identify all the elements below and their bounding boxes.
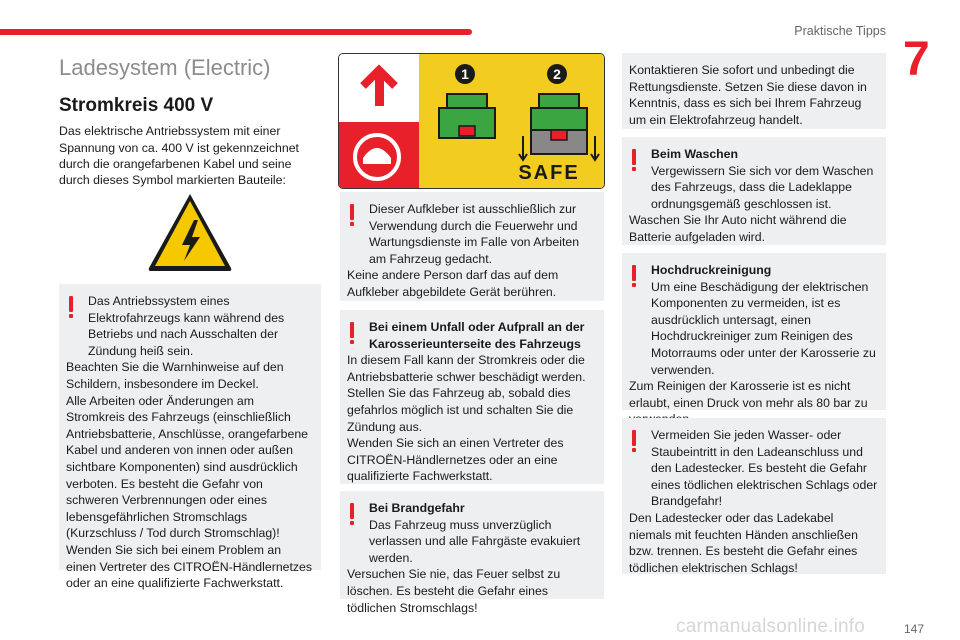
contact-text: Kontaktieren Sie sofort und unbedingt die Rettungsdienste. Setzen Sie diese davon in Kenntnis, dass es sich bei Ihrem Fahrzeug um ein Elektrofahrzeug handelt. <box>629 63 867 127</box>
section-title: Praktische Tipps <box>794 24 886 38</box>
washing-warning <box>622 137 886 245</box>
warning-title: Hochdruckreinigung <box>651 263 772 277</box>
warning-title: Bei einem Unfall oder Aufprall an der Karosserieunterseite des Fahrzeugs <box>369 320 585 351</box>
high-voltage-warning-icon <box>145 190 235 274</box>
fire-warning <box>340 491 604 615</box>
warning-line: Beachten Sie die Warnhinweise auf den Schildern, insbesondere im Deckel. <box>66 360 284 391</box>
accident-warning <box>340 310 604 484</box>
warning-first-line: Vermeiden Sie jeden Wasser- oder Staubeintritt in den Ladeanschluss und den Ladestecker. Es besteht die Gefahr eines tödlichen elektrischen Schlags oder Brandgefahr! <box>651 428 878 509</box>
warning-icon <box>631 149 637 171</box>
warning-icon <box>68 296 74 318</box>
warning-icon <box>349 204 355 226</box>
warning-first-line: Dieser Aufkleber ist ausschließlich zur Verwendung durch die Feuerwehr und Wartungsdienste im Falle von Arbeiten am Fahrzeug gedacht. <box>369 202 580 266</box>
warning-line: Vergewissern Sie sich vor dem Waschen des Fahrzeugs, dass die Ladeklappe ordnungsgemäß geschlossen ist. <box>651 163 874 211</box>
header-accent-bar <box>0 29 472 35</box>
badge-2-label: 2 <box>553 66 561 82</box>
water-dust-warning <box>622 418 886 574</box>
warning-icon <box>349 503 355 525</box>
warning-line: Alle Arbeiten oder Änderungen am Stromkreis des Fahrzeugs (einschließlich Antriebsbatterie, Anschlüsse, orangefarbene Kabel und anderen von innen oder außen sichtbare Komponenten) sind ausdrücklich verboten. Es besteht die Gefahr von schweren Verbrennungen oder eines lebensgefährlichen Stromschlags (Kurzschluss / Tod durch Stromschlag)! <box>66 393 308 541</box>
column-1 <box>59 55 321 189</box>
page-number: 147 <box>903 622 924 636</box>
warning-line: Den Ladestecker oder das Ladekabel niemals mit feuchten Händen anschließen bzw. trennen. Es besteht die Gefahr eines tödlichen elektrischen Schlags! <box>629 510 858 575</box>
warning-line: Waschen Sie Ihr Auto nicht während die Batterie aufgeladen wird. <box>629 213 847 244</box>
warning-icon <box>349 322 355 344</box>
pressure-cleaning-warning <box>622 253 886 410</box>
warning-line: Zum Reinigen der Karosserie ist es nicht erlaubt, einen Druck von mehr als 80 bar zu <box>629 379 868 410</box>
section-heading: Stromkreis 400 V <box>59 95 214 117</box>
warning-title: Bei Brandgefahr <box>369 501 465 515</box>
intro-paragraph: Das elektrische Antriebssystem mit einer Spannung von ca. 400 V ist gekennzeichnet durch die orangefarbenen Kabel und seine durch dieses Symbol markierten Bauteile: <box>59 124 299 188</box>
watermark: carmanualsonline.info <box>676 616 866 637</box>
warning-line: Versuchen Sie nie, das Feuer selbst zu löschen. Es besteht die Gefahr eines tödlichen Stromschlags! <box>347 567 561 615</box>
warning-first-line: Das Antriebssystem eines Elektrofahrzeugs kann während des Betriebs und nach Ausschalten der Zündung heiß sein. <box>88 294 285 358</box>
hot-system-warning <box>59 284 321 591</box>
contact-rescue-box <box>622 53 886 129</box>
safe-label: SAFE <box>518 162 580 184</box>
badge-1-label: 1 <box>461 66 469 82</box>
warning-line: In diesem Fall kann der Stromkreis oder die Antriebsbatterie schwer beschädigt werden. <box>347 353 586 384</box>
warning-icon <box>631 430 637 452</box>
warning-line: Wenden Sie sich bei einem Problem an einen Vertreter des CITROËN-Händlernetzes oder an eine qualifizierte Fachwerkstatt. <box>66 542 313 591</box>
warning-line: Wenden Sie sich an einen Vertreter des CITROËN-Händlernetzes oder an eine qualifizierte Fachwerkstatt. <box>347 436 564 484</box>
warning-line: Um eine Beschädigung der elektrischen Komponenten zu vermeiden, ist es ausdrücklich untersagt, einen Hochdruckreiniger zum Reinigen des Motorraums oder unter der Karosserie zu verwenden. <box>651 279 876 377</box>
rescue-sticker-image <box>338 53 605 189</box>
sticker-warning <box>340 192 604 301</box>
page-title: Ladesystem (Electric) <box>59 55 271 80</box>
warning-line: Keine andere Person darf das auf dem Aufkleber abgebildete Gerät berühren. <box>347 268 559 299</box>
service-plug-closed-icon <box>439 94 495 138</box>
chapter-number: 7 <box>903 33 930 86</box>
warning-line: Das Fahrzeug muss unverzüglich verlassen und alle Fahrgäste evakuiert werden. <box>369 517 581 565</box>
warning-line: Stellen Sie das Fahrzeug ab, sobald dies gefahrlos möglich ist und schalten Sie die Zündung aus. <box>347 386 574 434</box>
warning-icon <box>631 265 637 287</box>
warning-title: Beim Waschen <box>651 147 739 161</box>
